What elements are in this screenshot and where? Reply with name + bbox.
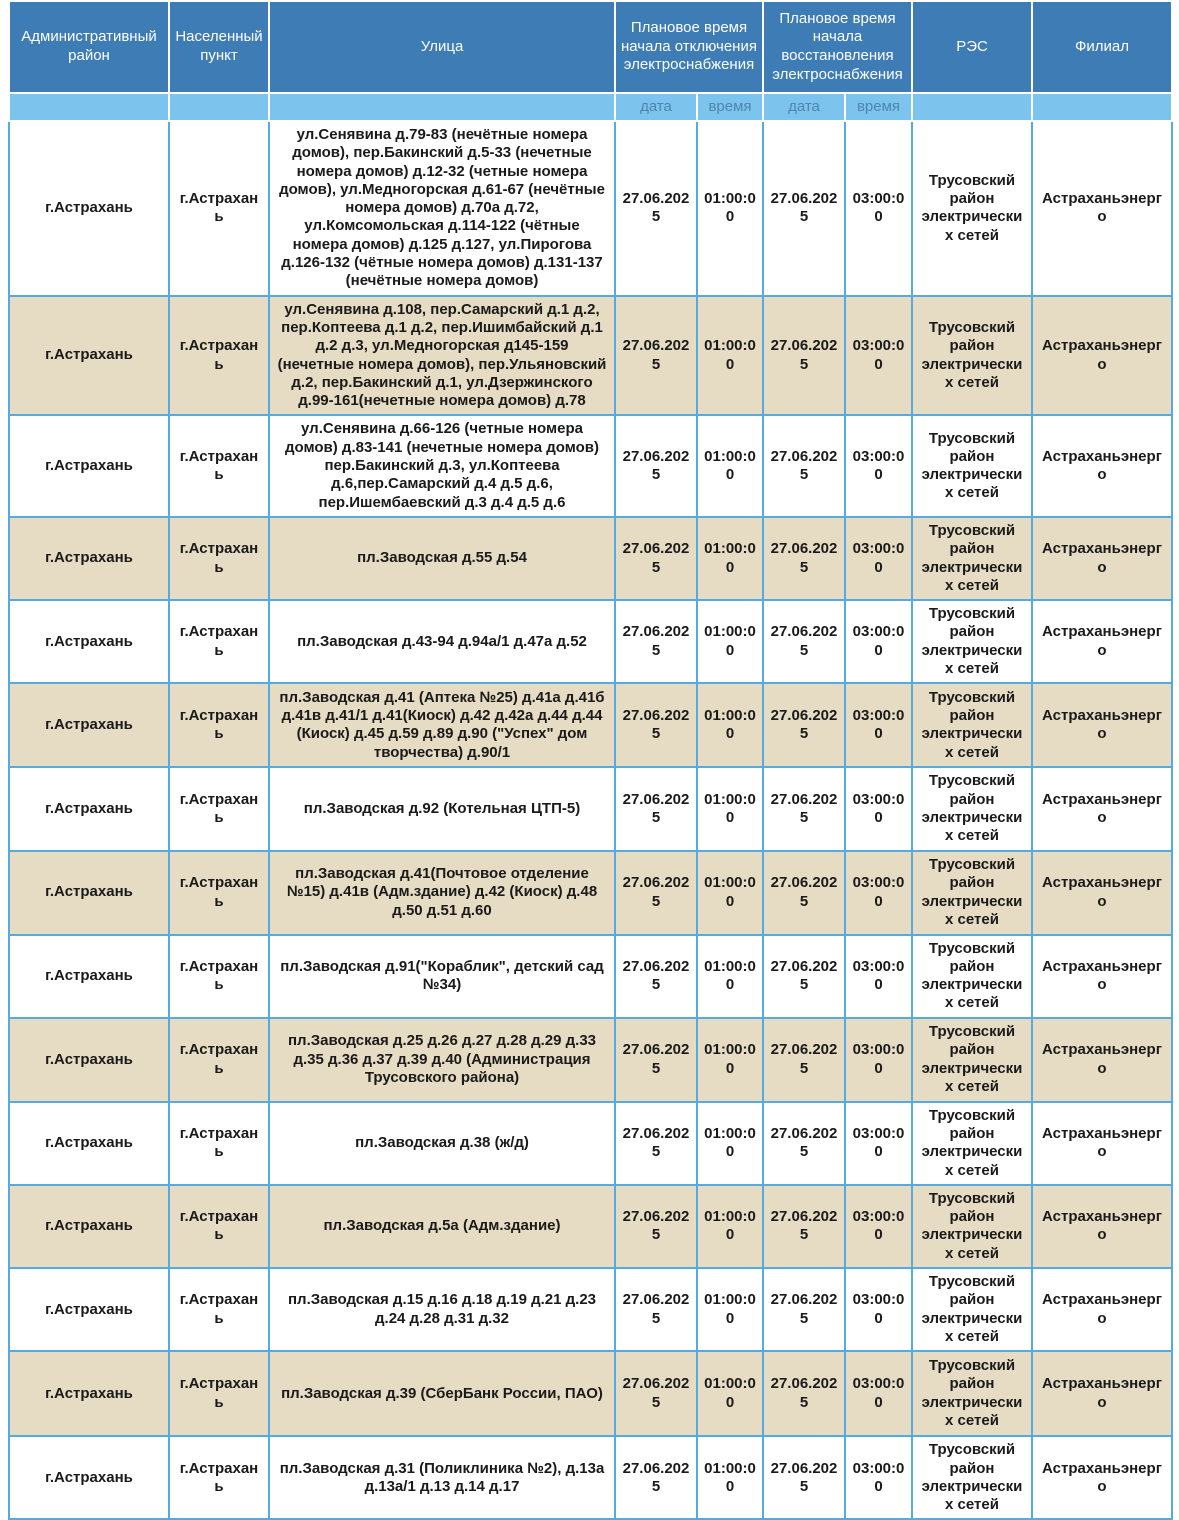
cell-restore-date: 27.06.2025 — [763, 1185, 845, 1268]
cell-outage-time: 01:00:00 — [697, 683, 763, 767]
cell-restore-time: 03:00:00 — [845, 767, 912, 850]
cell-district: г.Астрахань — [9, 683, 169, 767]
cell-restore-date: 27.06.2025 — [763, 296, 845, 416]
cell-outage-date: 27.06.2025 — [615, 767, 697, 850]
cell-outage-time: 01:00:00 — [697, 1268, 763, 1351]
cell-street: пл.Заводская д.5а (Адм.здание) — [269, 1185, 615, 1268]
cell-street: пл.Заводская д.41(Почтовое отделение №15) д.41в (Адм.здание) д.42 (Киоск) д.48 д.50 д.51 д.60 — [269, 851, 615, 935]
col-header-outage-start: Плановое время начала отключения электроснабжения — [615, 1, 763, 93]
cell-branch: Астраханьэнерго — [1032, 1436, 1172, 1519]
cell-restore-time: 03:00:00 — [845, 1185, 912, 1268]
table-row — [9, 517, 1172, 600]
cell-restore-time: 03:00:00 — [845, 415, 912, 516]
table-row — [9, 1018, 1172, 1102]
subheader-empty-branch — [1032, 93, 1172, 121]
cell-outage-date: 27.06.2025 — [615, 296, 697, 416]
cell-outage-date: 27.06.2025 — [615, 851, 697, 935]
cell-outage-date: 27.06.2025 — [615, 935, 697, 1018]
subheader-empty-district — [9, 93, 169, 121]
cell-branch: Астраханьэнерго — [1032, 517, 1172, 600]
cell-res: Трусовский район электрических сетей — [912, 600, 1032, 683]
cell-restore-time: 03:00:00 — [845, 1102, 912, 1185]
cell-district: г.Астрахань — [9, 1185, 169, 1268]
table-row — [9, 296, 1172, 416]
cell-district: г.Астрахань — [9, 415, 169, 516]
table-row — [9, 683, 1172, 767]
cell-outage-time: 01:00:00 — [697, 935, 763, 1018]
cell-res: Трусовский район электрических сетей — [912, 1018, 1032, 1102]
cell-outage-time: 01:00:00 — [697, 121, 763, 296]
cell-res: Трусовский район электрических сетей — [912, 517, 1032, 600]
table-row — [9, 935, 1172, 1018]
table-row — [9, 600, 1172, 683]
cell-street: пл.Заводская д.91("Кораблик", детский сад №34) — [269, 935, 615, 1018]
cell-outage-date: 27.06.2025 — [615, 683, 697, 767]
cell-outage-date: 27.06.2025 — [615, 121, 697, 296]
cell-outage-time: 01:00:00 — [697, 1018, 763, 1102]
cell-restore-date: 27.06.2025 — [763, 683, 845, 767]
cell-street: пл.Заводская д.38 (ж/д) — [269, 1102, 615, 1185]
cell-restore-time: 03:00:00 — [845, 683, 912, 767]
cell-branch: Астраханьэнерго — [1032, 415, 1172, 516]
cell-outage-date: 27.06.2025 — [615, 1436, 697, 1519]
cell-district: г.Астрахань — [9, 1351, 169, 1436]
cell-settlement: г.Астрахань — [169, 1268, 269, 1351]
table-row — [9, 1351, 1172, 1436]
cell-res: Трусовский район электрических сетей — [912, 1436, 1032, 1519]
cell-res: Трусовский район электрических сетей — [912, 121, 1032, 296]
subcol-outage-date: дата — [615, 93, 697, 121]
cell-settlement: г.Астрахань — [169, 296, 269, 416]
cell-restore-time: 03:00:00 — [845, 1436, 912, 1519]
cell-street: пл.Заводская д.39 (СберБанк России, ПАО) — [269, 1351, 615, 1436]
cell-res: Трусовский район электрических сетей — [912, 935, 1032, 1018]
cell-street: пл.Заводская д.41 (Аптека №25) д.41а д.41б д.41в д.41/1 д.41(Киоск) д.42 д.42а д.44 д.44 (Киоск) д.45 д.59 д.89 д.90 ("Успех" дом творчества) д.90/1 — [269, 683, 615, 767]
cell-district: г.Астрахань — [9, 296, 169, 416]
cell-restore-date: 27.06.2025 — [763, 121, 845, 296]
cell-restore-time: 03:00:00 — [845, 121, 912, 296]
cell-res: Трусовский район электрических сетей — [912, 1185, 1032, 1268]
cell-restore-date: 27.06.2025 — [763, 1436, 845, 1519]
subheader-empty-settlement — [169, 93, 269, 121]
cell-street: пл.Заводская д.55 д.54 — [269, 517, 615, 600]
cell-restore-time: 03:00:00 — [845, 1351, 912, 1436]
cell-branch: Астраханьэнерго — [1032, 1102, 1172, 1185]
table-row — [9, 1185, 1172, 1268]
cell-outage-time: 01:00:00 — [697, 1102, 763, 1185]
subheader-row — [9, 93, 1172, 121]
cell-district: г.Астрахань — [9, 1018, 169, 1102]
cell-branch: Астраханьэнерго — [1032, 935, 1172, 1018]
cell-street: ул.Сенявина д.108, пер.Самарский д.1 д.2, пер.Коптеева д.1 д.2, пер.Ишимбайский д.1 д.2 д.3, ул.Медногорская д145-159 (нечетные номера домов), пер.Ульяновский д.2, пер.Бакинский д.1, ул.Дзержинского д.99-161(нечетные номера домов) д.78 — [269, 296, 615, 416]
cell-restore-date: 27.06.2025 — [763, 1102, 845, 1185]
cell-settlement: г.Астрахань — [169, 851, 269, 935]
cell-res: Трусовский район электрических сетей — [912, 851, 1032, 935]
cell-settlement: г.Астрахань — [169, 1018, 269, 1102]
subheader-empty-res — [912, 93, 1032, 121]
cell-res: Трусовский район электрических сетей — [912, 1102, 1032, 1185]
cell-res: Трусовский район электрических сетей — [912, 1268, 1032, 1351]
cell-outage-time: 01:00:00 — [697, 851, 763, 935]
cell-restore-date: 27.06.2025 — [763, 935, 845, 1018]
table-row — [9, 1102, 1172, 1185]
cell-branch: Астраханьэнерго — [1032, 121, 1172, 296]
cell-branch: Астраханьэнерго — [1032, 296, 1172, 416]
cell-settlement: г.Астрахань — [169, 1436, 269, 1519]
cell-settlement: г.Астрахань — [169, 517, 269, 600]
cell-outage-date: 27.06.2025 — [615, 517, 697, 600]
cell-settlement: г.Астрахань — [169, 767, 269, 850]
cell-branch: Астраханьэнерго — [1032, 1018, 1172, 1102]
table-row — [9, 121, 1172, 296]
table-body — [9, 121, 1172, 1519]
cell-outage-date: 27.06.2025 — [615, 1018, 697, 1102]
cell-restore-time: 03:00:00 — [845, 517, 912, 600]
table-row — [9, 1268, 1172, 1351]
cell-outage-time: 01:00:00 — [697, 1351, 763, 1436]
cell-branch: Астраханьэнерго — [1032, 683, 1172, 767]
col-header-branch: Филиал — [1032, 1, 1172, 93]
cell-restore-date: 27.06.2025 — [763, 851, 845, 935]
col-header-district: Административный район — [9, 1, 169, 93]
cell-res: Трусовский район электрических сетей — [912, 1351, 1032, 1436]
subcol-restore-date: дата — [763, 93, 845, 121]
cell-restore-time: 03:00:00 — [845, 935, 912, 1018]
cell-outage-time: 01:00:00 — [697, 600, 763, 683]
cell-outage-date: 27.06.2025 — [615, 1185, 697, 1268]
col-header-street: Улица — [269, 1, 615, 93]
cell-district: г.Астрахань — [9, 767, 169, 850]
cell-outage-time: 01:00:00 — [697, 415, 763, 516]
cell-district: г.Астрахань — [9, 121, 169, 296]
cell-outage-date: 27.06.2025 — [615, 415, 697, 516]
cell-street: пл.Заводская д.92 (Котельная ЦТП-5) — [269, 767, 615, 850]
cell-settlement: г.Астрахань — [169, 415, 269, 516]
table-row — [9, 1436, 1172, 1519]
col-header-restore-start: Плановое время начала восстановления электроснабжения — [763, 1, 912, 93]
cell-restore-time: 03:00:00 — [845, 600, 912, 683]
cell-restore-time: 03:00:00 — [845, 296, 912, 416]
cell-restore-date: 27.06.2025 — [763, 517, 845, 600]
cell-branch: Астраханьэнерго — [1032, 1268, 1172, 1351]
table-row — [9, 767, 1172, 850]
cell-branch: Астраханьэнерго — [1032, 1185, 1172, 1268]
cell-res: Трусовский район электрических сетей — [912, 683, 1032, 767]
cell-outage-time: 01:00:00 — [697, 517, 763, 600]
subcol-restore-time: время — [845, 93, 912, 121]
cell-settlement: г.Астрахань — [169, 683, 269, 767]
cell-outage-date: 27.06.2025 — [615, 1268, 697, 1351]
cell-street: ул.Сенявина д.79-83 (нечётные номера домов), пер.Бакинский д.5-33 (нечетные номера домов) д.12-32 (четные номера домов), ул.Медногорская д.61-67 (нечётные номера домов) д.70а д.72, ул.Комсомольская д.114-122 (чётные номера домов) д.125 д.127, ул.Пирогова д.126-132 (чётные номера домов) д.131-137 (нечётные номера домов) — [269, 121, 615, 296]
cell-restore-date: 27.06.2025 — [763, 767, 845, 850]
subheader-empty-street — [269, 93, 615, 121]
cell-restore-date: 27.06.2025 — [763, 1351, 845, 1436]
cell-branch: Астраханьэнерго — [1032, 1351, 1172, 1436]
cell-restore-time: 03:00:00 — [845, 1018, 912, 1102]
cell-res: Трусовский район электрических сетей — [912, 767, 1032, 850]
cell-restore-date: 27.06.2025 — [763, 1018, 845, 1102]
cell-restore-time: 03:00:00 — [845, 1268, 912, 1351]
cell-restore-date: 27.06.2025 — [763, 1268, 845, 1351]
cell-res: Трусовский район электрических сетей — [912, 296, 1032, 416]
cell-outage-time: 01:00:00 — [697, 296, 763, 416]
cell-restore-time: 03:00:00 — [845, 851, 912, 935]
cell-outage-date: 27.06.2025 — [615, 1102, 697, 1185]
cell-settlement: г.Астрахань — [169, 121, 269, 296]
cell-restore-date: 27.06.2025 — [763, 415, 845, 516]
cell-branch: Астраханьэнерго — [1032, 851, 1172, 935]
col-header-settlement: Населенный пункт — [169, 1, 269, 93]
outage-table — [8, 0, 1173, 1520]
cell-district: г.Астрахань — [9, 517, 169, 600]
cell-street: пл.Заводская д.43-94 д.94а/1 д.47а д.52 — [269, 600, 615, 683]
cell-district: г.Астрахань — [9, 935, 169, 1018]
cell-branch: Астраханьэнерго — [1032, 767, 1172, 850]
cell-settlement: г.Астрахань — [169, 935, 269, 1018]
cell-res: Трусовский район электрических сетей — [912, 415, 1032, 516]
table-row — [9, 851, 1172, 935]
cell-settlement: г.Астрахань — [169, 600, 269, 683]
table-header — [9, 1, 1172, 121]
cell-outage-time: 01:00:00 — [697, 1185, 763, 1268]
cell-district: г.Астрахань — [9, 1436, 169, 1519]
cell-settlement: г.Астрахань — [169, 1185, 269, 1268]
cell-district: г.Астрахань — [9, 600, 169, 683]
cell-restore-date: 27.06.2025 — [763, 600, 845, 683]
table-row — [9, 415, 1172, 516]
subcol-outage-time: время — [697, 93, 763, 121]
cell-branch: Астраханьэнерго — [1032, 600, 1172, 683]
cell-outage-time: 01:00:00 — [697, 1436, 763, 1519]
cell-street: пл.Заводская д.25 д.26 д.27 д.28 д.29 д.33 д.35 д.36 д.37 д.39 д.40 (Администрация Трусовского района) — [269, 1018, 615, 1102]
cell-district: г.Астрахань — [9, 1268, 169, 1351]
cell-outage-date: 27.06.2025 — [615, 600, 697, 683]
cell-outage-time: 01:00:00 — [697, 767, 763, 850]
cell-street: пл.Заводская д.15 д.16 д.18 д.19 д.21 д.23 д.24 д.28 д.31 д.32 — [269, 1268, 615, 1351]
cell-outage-date: 27.06.2025 — [615, 1351, 697, 1436]
cell-settlement: г.Астрахань — [169, 1351, 269, 1436]
cell-street: пл.Заводская д.31 (Поликлиника №2), д.13а д.13а/1 д.13 д.14 д.17 — [269, 1436, 615, 1519]
col-header-res: РЭС — [912, 1, 1032, 93]
cell-settlement: г.Астрахань — [169, 1102, 269, 1185]
cell-street: ул.Сенявина д.66-126 (четные номера домов) д.83-141 (нечетные номера домов) пер.Бакинский д.3, ул.Коптеева д.6,пер.Самарский д.4 д.5 д.6, пер.Ишембаевский д.3 д.4 д.5 д.6 — [269, 415, 615, 516]
cell-district: г.Астрахань — [9, 851, 169, 935]
header-row — [9, 1, 1172, 93]
cell-district: г.Астрахань — [9, 1102, 169, 1185]
